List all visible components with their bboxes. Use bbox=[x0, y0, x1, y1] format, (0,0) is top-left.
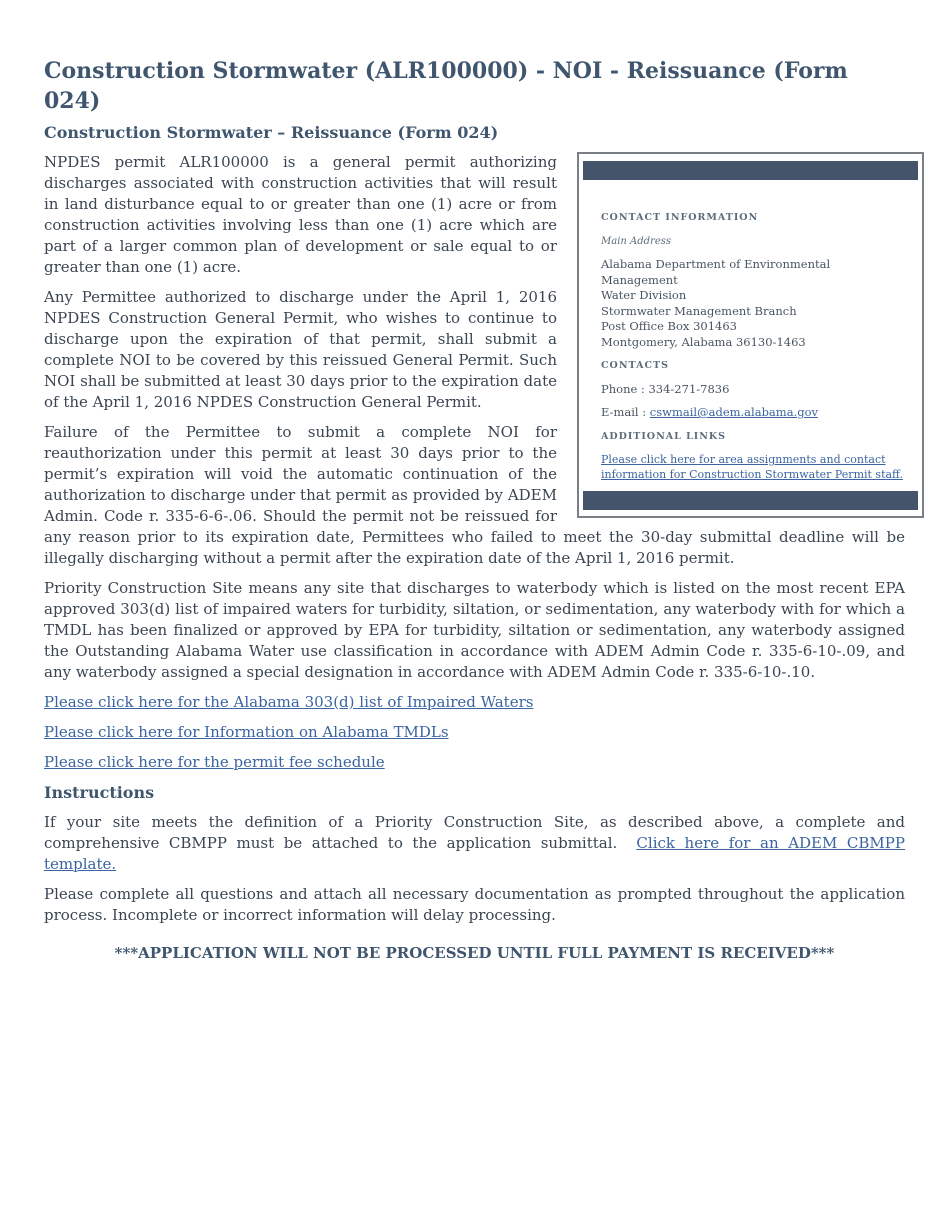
address-line: Stormwater Management Branch bbox=[601, 303, 797, 318]
paragraph-permit-description: NPDES permit ALR100000 is a general permit authorizing discharges associated with construction activities that will result in land disturbance equal to or greater than one (1) acre or from construction activities involving less than one (1) acre which are part of a larger common plan of development or sale equal to or greater than one (1) acre. bbox=[44, 153, 557, 276]
address-line: Water Division bbox=[601, 288, 687, 302]
tmdl-link-row bbox=[44, 722, 905, 743]
main-address bbox=[601, 257, 908, 350]
main-address-label: Main Address bbox=[601, 235, 672, 247]
payment-notice: ***APPLICATION WILL NOT BE PROCESSED UNTIL FULL PAYMENT IS RECEIVED*** bbox=[114, 944, 835, 962]
document-content bbox=[44, 56, 905, 964]
phone-row bbox=[601, 382, 908, 398]
paragraph-failure-notice: Failure of the Permittee to submit a complete NOI for reauthorization under this permit at least 30 days prior to the permit’s expiration will void the automatic continuation of the authorization to discharge under that permit as provided by ADEM Admin. Code r. 335-6-6-.06. Should the permit not be reissued for any reason prior to its expiration date, Permittees who failed to meet the 30-day submittal deadline will be illegally discharging without a permit after the expiration date of the April 1, 2016 permit. bbox=[44, 423, 905, 567]
page-title: Construction Stormwater (ALR100000) - NOI - Reissuance (Form 024) bbox=[44, 58, 848, 114]
fee-schedule-link[interactable]: Please click here for the permit fee schedule bbox=[44, 753, 385, 771]
instructions-paragraph-cbmpp bbox=[44, 812, 905, 875]
cbmpp-template-link[interactable]: Click here for an ADEM CBMPP template. bbox=[44, 834, 905, 873]
staff-link-row bbox=[601, 452, 908, 482]
page-subtitle: Construction Stormwater – Reissuance (Form 024) bbox=[44, 123, 499, 142]
email-row bbox=[601, 405, 908, 421]
sidebar-top-bar bbox=[583, 161, 918, 180]
impaired-waters-link[interactable]: Please click here for the Alabama 303(d) list of Impaired Waters bbox=[44, 693, 534, 711]
instructions-paragraph-complete: Please complete all questions and attach all necessary documentation as prompted throughout the application process. Incomplete or incorrect information will delay processing. bbox=[44, 885, 905, 924]
staff-assignments-link[interactable]: Please click here for area assignments and contact information for Construction Stormwater Permit staff. bbox=[601, 453, 903, 481]
email-label: E-mail : bbox=[601, 405, 650, 419]
email-link[interactable]: cswmail@adem.alabama.gov bbox=[649, 405, 818, 419]
tmdl-link[interactable]: Please click here for Information on Alabama TMDLs bbox=[44, 723, 449, 741]
paragraph-priority-site: Priority Construction Site means any site that discharges to waterbody which is listed on the most recent EPA approved 303(d) list of impaired waters for turbidity, siltation, or sedimentation, any waterbody with for which a TMDL has been finalized or approved by EPA for turbidity, siltation or sedimentation, any waterbody assigned the Outstanding Alabama Water use classification in accordance with ADEM Admin Code r. 335-6-10-.09, and any waterbody assigned a special designation in accordance with ADEM Admin Code r. 335-6-10-.10. bbox=[44, 579, 905, 681]
impaired-waters-link-row bbox=[44, 692, 905, 713]
contact-information-heading: CONTACT INFORMATION bbox=[601, 212, 759, 223]
address-line: Montgomery, Alabama 36130-1463 bbox=[601, 334, 806, 349]
instructions-heading: Instructions bbox=[44, 783, 155, 802]
additional-links-heading: ADDITIONAL LINKS bbox=[601, 430, 727, 442]
address-line: Alabama Department of Environmental Management bbox=[601, 257, 831, 287]
fee-schedule-link-row bbox=[44, 752, 905, 773]
sidebar-inner bbox=[601, 210, 908, 482]
contact-sidebar bbox=[577, 152, 924, 518]
address-line: Post Office Box 301463 bbox=[601, 319, 737, 333]
sidebar-bottom-bar bbox=[583, 491, 918, 510]
contacts-heading: CONTACTS bbox=[601, 360, 669, 371]
cbmpp-text: If your site meets the definition of a Priority Construction Site, as described above, a complete and comprehensive CBMPP must be attached to the application submittal. bbox=[44, 813, 905, 852]
phone-label: Phone : bbox=[601, 381, 649, 396]
paragraph-reauthorization: Any Permittee authorized to discharge under the April 1, 2016 NPDES Construction General Permit, who wishes to continue to discharge upon the expiration of that permit, shall submit a complete NOI to be covered by this reissued General Permit. Such NOI shall be submitted at least 30 days prior to the expiration date of the April 1, 2016 NPDES Construction General Permit. bbox=[44, 288, 557, 411]
phone-number: 334-271-7836 bbox=[648, 381, 730, 396]
